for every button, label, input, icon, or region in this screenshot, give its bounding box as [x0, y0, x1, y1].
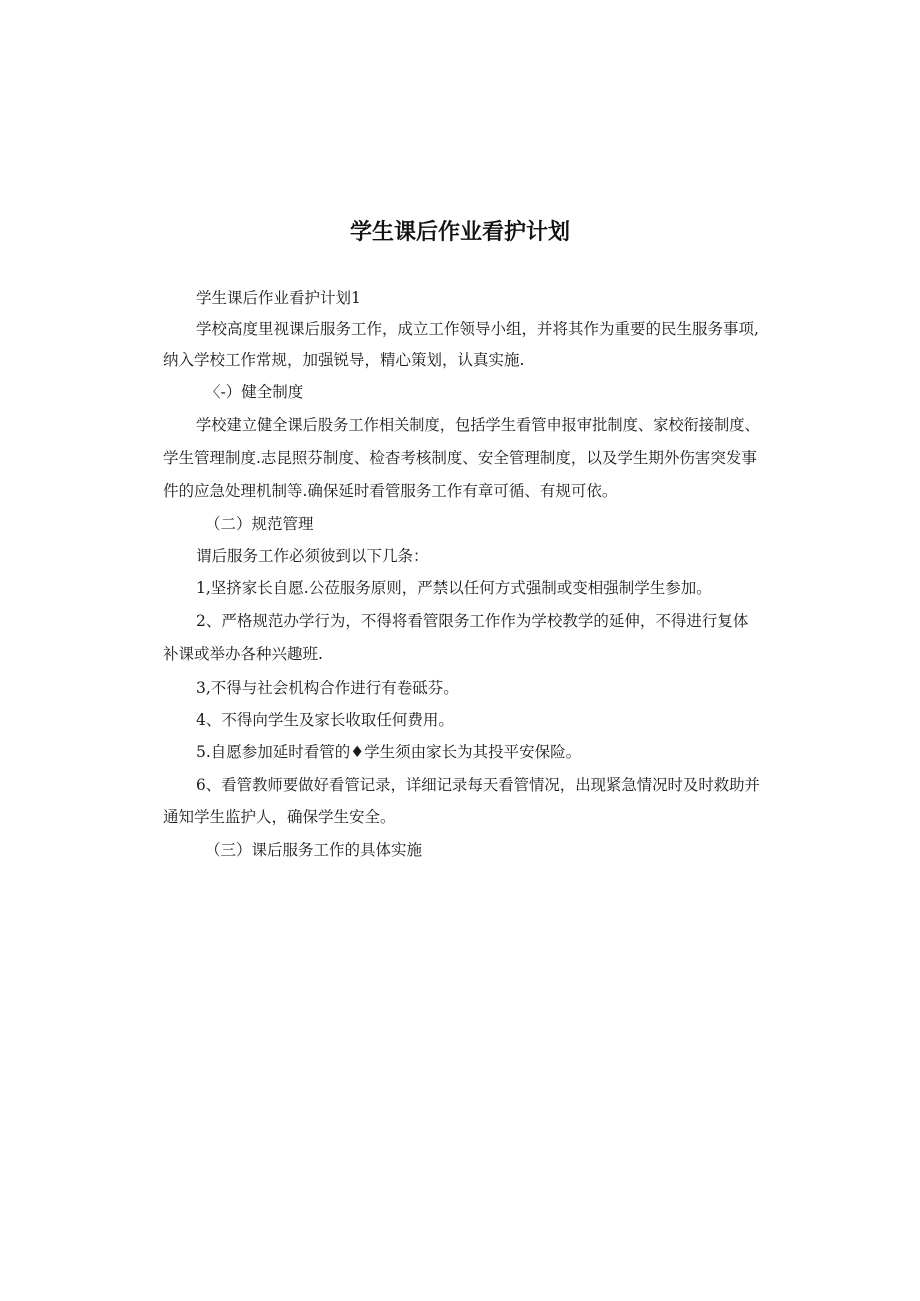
paragraph-line: 学校高度里视课后服务工作，成立工作领导小组，并将其作为重要的民生服务事项,: [196, 320, 759, 338]
list-item: 4、不得向学生及家长收取任何费用。: [196, 711, 454, 729]
list-item: 1,坚挤家长自愿.公莅服务原则，严禁以任何方式强制或变相强制学生参加。: [196, 579, 712, 597]
document-title: 学生课后作业看护计划: [349, 220, 570, 245]
paragraph-line: 学生管理制度.志昆照芬制度、检杳考核制度、安全管理制度，以及学生期外伤害突发事: [163, 449, 757, 467]
list-item: 3,不得与社会机构合作进行有卷砥芬。: [196, 679, 459, 697]
paragraph-line: 谓后服务工作必须彼到以下几条：: [196, 547, 429, 565]
plan-subtitle: 学生课后作业看护计划1: [196, 289, 361, 307]
paragraph-line: 学校建立健全课后股务工作相关制度，包括学生看管申报审批制度、家校衔接制度、: [196, 416, 760, 434]
paragraph-line: 件的应急处理机制等.确保延时看管服务工作有章可循、有规可依。: [163, 482, 618, 500]
list-item-continuation: 通知学生监护人，确保学生安全。: [163, 808, 396, 826]
section-heading: （二）规范管理: [205, 515, 314, 533]
list-item-continuation: 补课或举办各种兴趣班.: [163, 645, 323, 663]
list-item: 5.自愿参加延时看管的♦学生须由家长为其投平安保险。: [196, 743, 582, 761]
section-heading: （三）课后服务工作的具体实施: [205, 841, 423, 859]
section-heading: 〈-）健全制度: [205, 383, 304, 401]
list-item: 6、看管教师要做好看管记录，详细记录每天看管情况，出现紧急情况时及时救助并: [196, 776, 760, 794]
list-item: 2、严格规范办学行为，不得将看管限务工作作为学校教学的延伸，不得进行复体: [196, 612, 749, 630]
paragraph-line: 纳入学校工作常规，加强锐导，精心策划，认真实施.: [163, 351, 525, 369]
